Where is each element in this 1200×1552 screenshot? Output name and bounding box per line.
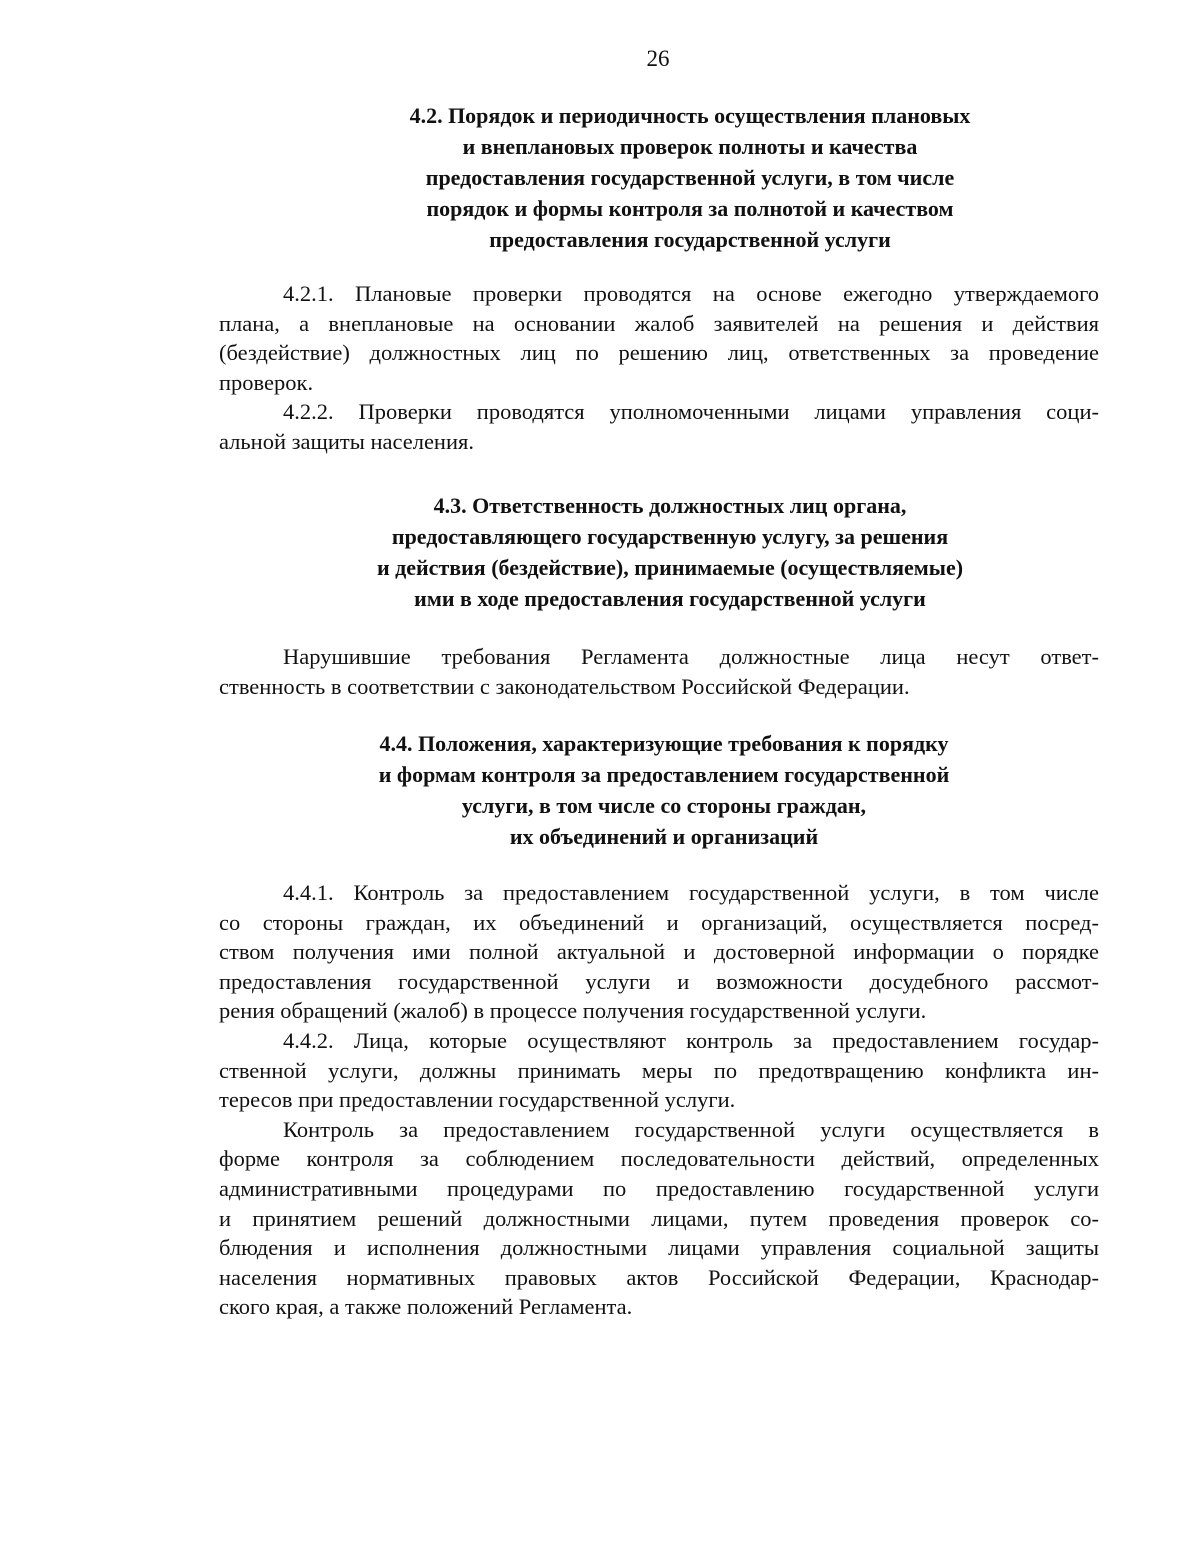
heading-line: порядок и формы контроля за полнотой и качеством — [426, 196, 954, 221]
section-heading-4-3 — [270, 490, 1070, 614]
heading-line: 4.2. Порядок и периодичность осуществления плановых — [409, 103, 971, 128]
section-4-2-body — [219, 279, 1099, 457]
text-line: Нарушившие требования Регламента должностные лица несут ответ- — [283, 644, 1099, 669]
heading-line: 4.3. Ответственность должностных лиц органа, — [433, 493, 907, 518]
text-line: тересов при предоставлении государственной услуги. — [219, 1087, 736, 1113]
text-line: административными процедурами по предоставлению государственной услуги — [219, 1175, 1099, 1201]
text-line: предоставления государственной услуги и возможности досудебного рассмот- — [219, 968, 1099, 994]
heading-line: услуги, в том числе со стороны граждан, — [461, 793, 867, 818]
text-line: 4.2.1. Плановые проверки проводятся на основе ежегодно утверждаемого — [283, 281, 1099, 306]
text-line: ством получения ими полной актуальной и достоверной информации о порядке — [219, 939, 1099, 965]
text-line: ского края, а также положений Регламента. — [219, 1294, 633, 1320]
paragraph-4-4-1 — [219, 878, 1099, 1026]
text-line: альной защиты населения. — [219, 428, 474, 454]
text-line: ственность в соответствии с законодательством Российской Федерации. — [219, 673, 910, 699]
text-line: Контроль за предоставлением государственной услуги осуществляется в — [283, 1116, 1099, 1142]
paragraph-4-2-1 — [219, 279, 1099, 397]
section-heading-4-4 — [264, 728, 1064, 852]
text-line: и принятием решений должностными лицами, путем проведения проверок со- — [219, 1205, 1099, 1231]
text-line: проверок. — [219, 369, 314, 395]
heading-line: их объединений и организаций — [509, 824, 819, 849]
heading-line: предоставления государственной услуги, в том числе — [425, 165, 955, 190]
section-4-4-body — [219, 878, 1099, 1322]
text-line: (бездействие) должностных лиц по решению лиц, ответственных за проведение — [219, 340, 1099, 366]
section-heading-4-2 — [300, 100, 1080, 255]
section-4-3-body — [219, 642, 1099, 701]
text-line: рения обращений (жалоб) в процессе получения государственной услуги. — [219, 998, 927, 1024]
heading-line: и формам контроля за предоставлением государственной — [378, 762, 950, 787]
text-line: плана, а внеплановые на основании жалоб заявителей на решения и действия — [219, 310, 1099, 336]
text-line: со стороны граждан, их объединений и организаций, осуществляется посред- — [219, 909, 1099, 935]
text-line: населения нормативных правовых актов Российской Федерации, Краснодар- — [219, 1264, 1099, 1290]
paragraph-4-4-3 — [219, 1115, 1099, 1322]
heading-line: и действия (бездействие), принимаемые (осуществляемые) — [376, 555, 964, 580]
text-line: форме контроля за соблюдением последовательности действий, определенных — [219, 1146, 1099, 1172]
text-line: блюдения и исполнения должностными лицами управления социальной защиты — [219, 1235, 1099, 1261]
text-line: 4.4.1. Контроль за предоставлением государственной услуги, в том числе — [283, 880, 1099, 905]
text-line: ственной услуги, должны принимать меры по предотвращению конфликта ин- — [219, 1057, 1099, 1083]
paragraph-4-4-2 — [219, 1026, 1099, 1115]
heading-line: и внеплановых проверок полноты и качества — [462, 134, 918, 159]
paragraph-4-3 — [219, 642, 1099, 701]
heading-line: предоставления государственной услуги — [489, 227, 891, 252]
heading-line: ими в ходе предоставления государственной услуги — [414, 586, 926, 611]
text-line: 4.4.2. Лица, которые осуществляют контроль за предоставлением государ- — [283, 1027, 1099, 1053]
heading-line: предоставляющего государственную услугу, за решения — [391, 524, 949, 549]
text-line: 4.2.2. Проверки проводятся уполномоченными лицами управления соци- — [283, 399, 1099, 425]
page-number: 26 — [646, 46, 670, 71]
paragraph-4-2-2 — [219, 397, 1099, 456]
heading-line: 4.4. Положения, характеризующие требования к порядку — [379, 731, 949, 756]
